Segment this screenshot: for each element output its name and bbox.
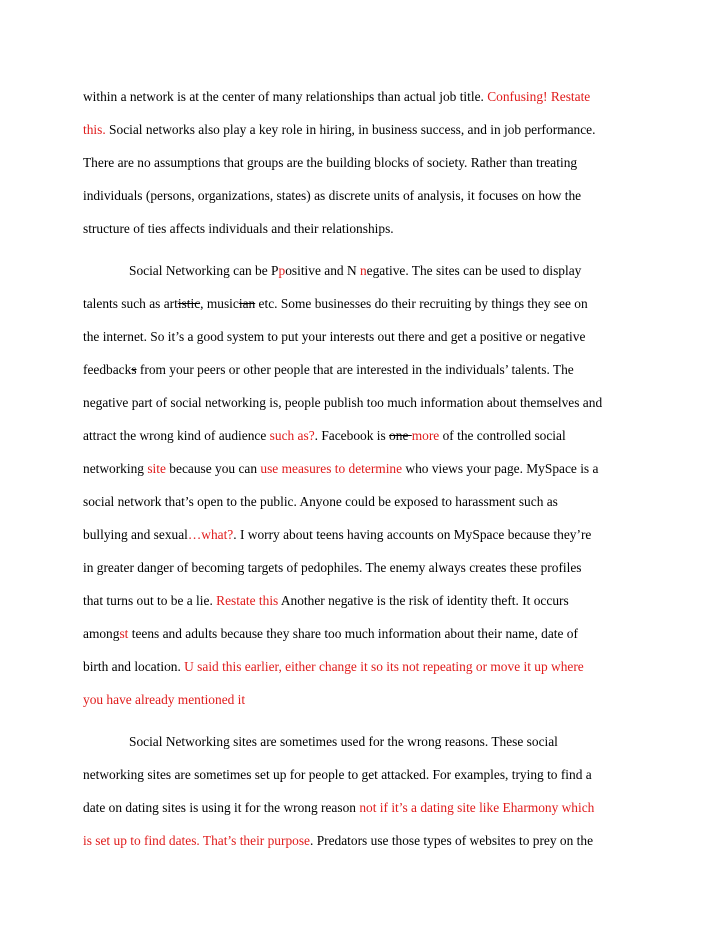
text-line xyxy=(83,460,598,478)
text-segment: networking xyxy=(83,461,148,476)
text-line xyxy=(83,799,594,817)
text-segment: . I worry about teens having accounts on MySpace because they’re xyxy=(233,527,592,542)
text-line xyxy=(83,427,566,445)
reviewer-comment: site xyxy=(147,461,166,476)
deleted-text: s xyxy=(131,362,137,377)
paragraph-first-line xyxy=(129,262,581,280)
reviewer-comment: st xyxy=(119,626,129,641)
text-segment: Social Networking can be P xyxy=(129,263,279,278)
text-line xyxy=(83,766,592,784)
reviewer-comment: not if it’s a dating site like Eharmony which xyxy=(359,800,595,815)
reviewer-comment: Confusing! Restate xyxy=(487,89,591,104)
text-segment: , music xyxy=(200,296,239,311)
reviewer-comment: such as? xyxy=(269,428,315,443)
text-line xyxy=(83,691,245,709)
text-line xyxy=(83,295,588,313)
text-segment: in greater danger of becoming targets of pedophiles. The enemy always creates these profiles xyxy=(83,560,582,575)
text-segment: ositive and N xyxy=(285,263,360,278)
text-segment: from your peers or other people that are interested in the individuals’ talents. The xyxy=(136,362,574,377)
text-segment: etc. Some businesses do their recruiting by things they see on xyxy=(255,296,588,311)
text-line xyxy=(83,625,578,643)
text-segment: the internet. So it’s a good system to put your interests out there and get a positive or negative xyxy=(83,329,586,344)
deleted-text: one xyxy=(389,428,412,443)
text-segment: . Predators use those types of websites to prey on the xyxy=(310,833,594,848)
reviewer-comment: is set up to find dates. That’s their purpose xyxy=(83,833,310,848)
text-segment: negative part of social networking is, people publish too much information about themselves and xyxy=(83,395,603,410)
reviewer-comment: p xyxy=(278,263,286,278)
text-segment: individuals (persons, organizations, states) as discrete units of analysis, it focuses on how the xyxy=(83,188,582,203)
text-segment: Social Networking sites are sometimes used for the wrong reasons. These social xyxy=(129,734,558,749)
text-line xyxy=(83,220,394,238)
text-line xyxy=(83,592,569,610)
deleted-text: istic xyxy=(177,296,201,311)
text-line xyxy=(83,361,574,379)
text-line xyxy=(83,559,582,577)
text-segment: bullying and sexual xyxy=(83,527,188,542)
text-segment: date on dating sites is using it for the wrong reason xyxy=(83,800,360,815)
text-segment: talents such as art xyxy=(83,296,178,311)
text-segment: social network that’s open to the public. Anyone could be exposed to harassment such as xyxy=(83,494,558,509)
text-segment: because you can xyxy=(165,461,261,476)
text-segment: feedback xyxy=(83,362,132,377)
text-line xyxy=(83,493,558,511)
deleted-text: ian xyxy=(238,296,256,311)
reviewer-comment: Restate this xyxy=(216,593,279,608)
text-line xyxy=(83,88,590,106)
text-segment: structure of ties affects individuals and their relationships. xyxy=(83,221,394,236)
text-segment: Another negative is the risk of identity theft. It occurs xyxy=(278,593,569,608)
reviewer-comment: …what? xyxy=(187,527,234,542)
text-segment: that turns out to be a lie. xyxy=(83,593,217,608)
text-line xyxy=(83,121,595,139)
text-segment: networking sites are sometimes set up for people to get attacked. For examples, trying to find a xyxy=(83,767,592,782)
reviewer-comment: n xyxy=(359,263,367,278)
reviewer-comment: use measures to determine xyxy=(260,461,403,476)
reviewer-comment: more xyxy=(411,428,440,443)
text-segment: birth and location. xyxy=(83,659,185,674)
text-segment: within a network is at the center of many relationships than actual job title. xyxy=(83,89,488,104)
text-segment: of the controlled social xyxy=(439,428,566,443)
text-segment: attract the wrong kind of audience xyxy=(83,428,270,443)
text-segment: teens and adults because they share too much information about their name, date of xyxy=(128,626,578,641)
text-segment: Social networks also play a key role in hiring, in business success, and in job performance. xyxy=(105,122,596,137)
paragraph-first-line xyxy=(129,733,558,751)
text-segment: egative. The sites can be used to display xyxy=(366,263,582,278)
text-line xyxy=(83,526,591,544)
reviewer-comment: U said this earlier, either change it so its not repeating or move it up where xyxy=(184,659,584,674)
reviewer-comment: this. xyxy=(83,122,106,137)
text-segment: . Facebook is xyxy=(314,428,390,443)
text-line xyxy=(83,832,593,850)
text-line xyxy=(83,154,577,172)
text-line xyxy=(83,658,584,676)
reviewer-comment: you have already mentioned it xyxy=(83,692,246,707)
text-segment: There are no assumptions that groups are the building blocks of society. Rather than treating xyxy=(83,155,578,170)
text-line xyxy=(83,394,602,412)
text-segment: who views your page. MySpace is a xyxy=(402,461,599,476)
text-line xyxy=(83,187,581,205)
text-line xyxy=(83,328,585,346)
text-segment: among xyxy=(83,626,120,641)
